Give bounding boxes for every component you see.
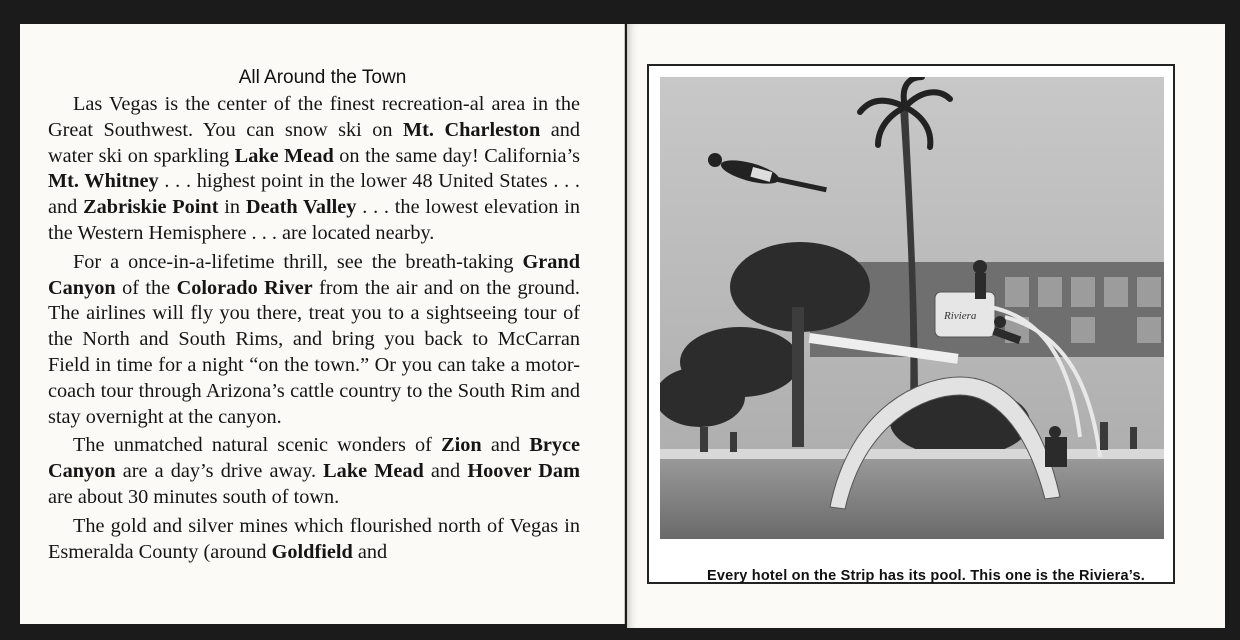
paragraph-text: and water ski on sparkling xyxy=(48,118,580,167)
bold-place-name: Zion xyxy=(441,434,482,457)
left-page xyxy=(20,24,625,624)
paragraph-text: . . . highest point in the lower 48 United States . . . and xyxy=(48,170,580,219)
diving-sign-text: Riviera xyxy=(944,310,977,322)
article-paragraph xyxy=(48,514,580,566)
bold-place-name: Death Valley xyxy=(245,196,357,219)
paragraph-text: on the same day! California’s xyxy=(333,144,580,167)
paragraph-text: in xyxy=(218,196,246,219)
paragraph-text: and xyxy=(423,460,468,483)
bold-place-name: Lake Mead xyxy=(323,460,424,483)
bold-place-name: Grand Canyon xyxy=(48,250,580,299)
paragraph-text: of the xyxy=(115,276,177,299)
photo-frame xyxy=(647,64,1175,584)
bold-place-name: Zabriskie Point xyxy=(83,196,219,219)
paragraph-text: . . . the lowest elevation in the Western Hemisphere . . . are located nearby. xyxy=(48,196,580,244)
paragraph-text: The unmatched natural scenic wonders of xyxy=(73,434,442,457)
right-page xyxy=(627,24,1225,628)
pool-photo-illustration xyxy=(660,77,1164,539)
paragraph-text: and xyxy=(481,434,530,457)
pool-photo xyxy=(660,77,1164,539)
article-heading: All Around the Town xyxy=(238,67,407,88)
bold-place-name: Bryce Canyon xyxy=(48,434,580,483)
article-paragraph xyxy=(48,92,580,247)
bold-place-name: Lake Mead xyxy=(234,144,334,167)
bold-place-name: Mt. Charleston xyxy=(403,118,541,141)
photo-caption: Every hotel on the Strip has its pool. This one is the Riviera’s. xyxy=(707,568,1145,584)
paragraph-text: and xyxy=(352,540,388,563)
paragraph-text: are about 30 minutes south of town. xyxy=(48,485,340,508)
paragraph-text: are a day’s drive away. xyxy=(115,460,324,483)
bold-place-name: Mt. Whitney xyxy=(48,170,159,193)
paragraph-text: Las Vegas is the center of the finest recreation-al area in the Great Southwest. You can snow ski on xyxy=(48,93,580,141)
paragraph-text: For a once-in-a-lifetime thrill, see the breath-taking xyxy=(73,250,523,273)
article-paragraph xyxy=(48,250,580,431)
bold-place-name: Colorado River xyxy=(176,276,313,299)
article-paragraph xyxy=(48,433,580,510)
bold-place-name: Goldfield xyxy=(271,540,353,563)
article-body xyxy=(48,92,580,568)
bold-place-name: Hoover Dam xyxy=(467,460,580,483)
paragraph-text: from the air and on the ground. The airlines will fly you there, treat you to a sightseeing tour of the North and South Rims, and bring you back to McCarran Field in time for a night “on the town.” Or you can take a motor-coach tour through Arizona’s cattle country to the South Rim and stay overnight at the canyon. xyxy=(48,276,581,428)
paragraph-text: The gold and silver mines which flourished north of Vegas in Esmeralda County (around xyxy=(48,514,580,563)
